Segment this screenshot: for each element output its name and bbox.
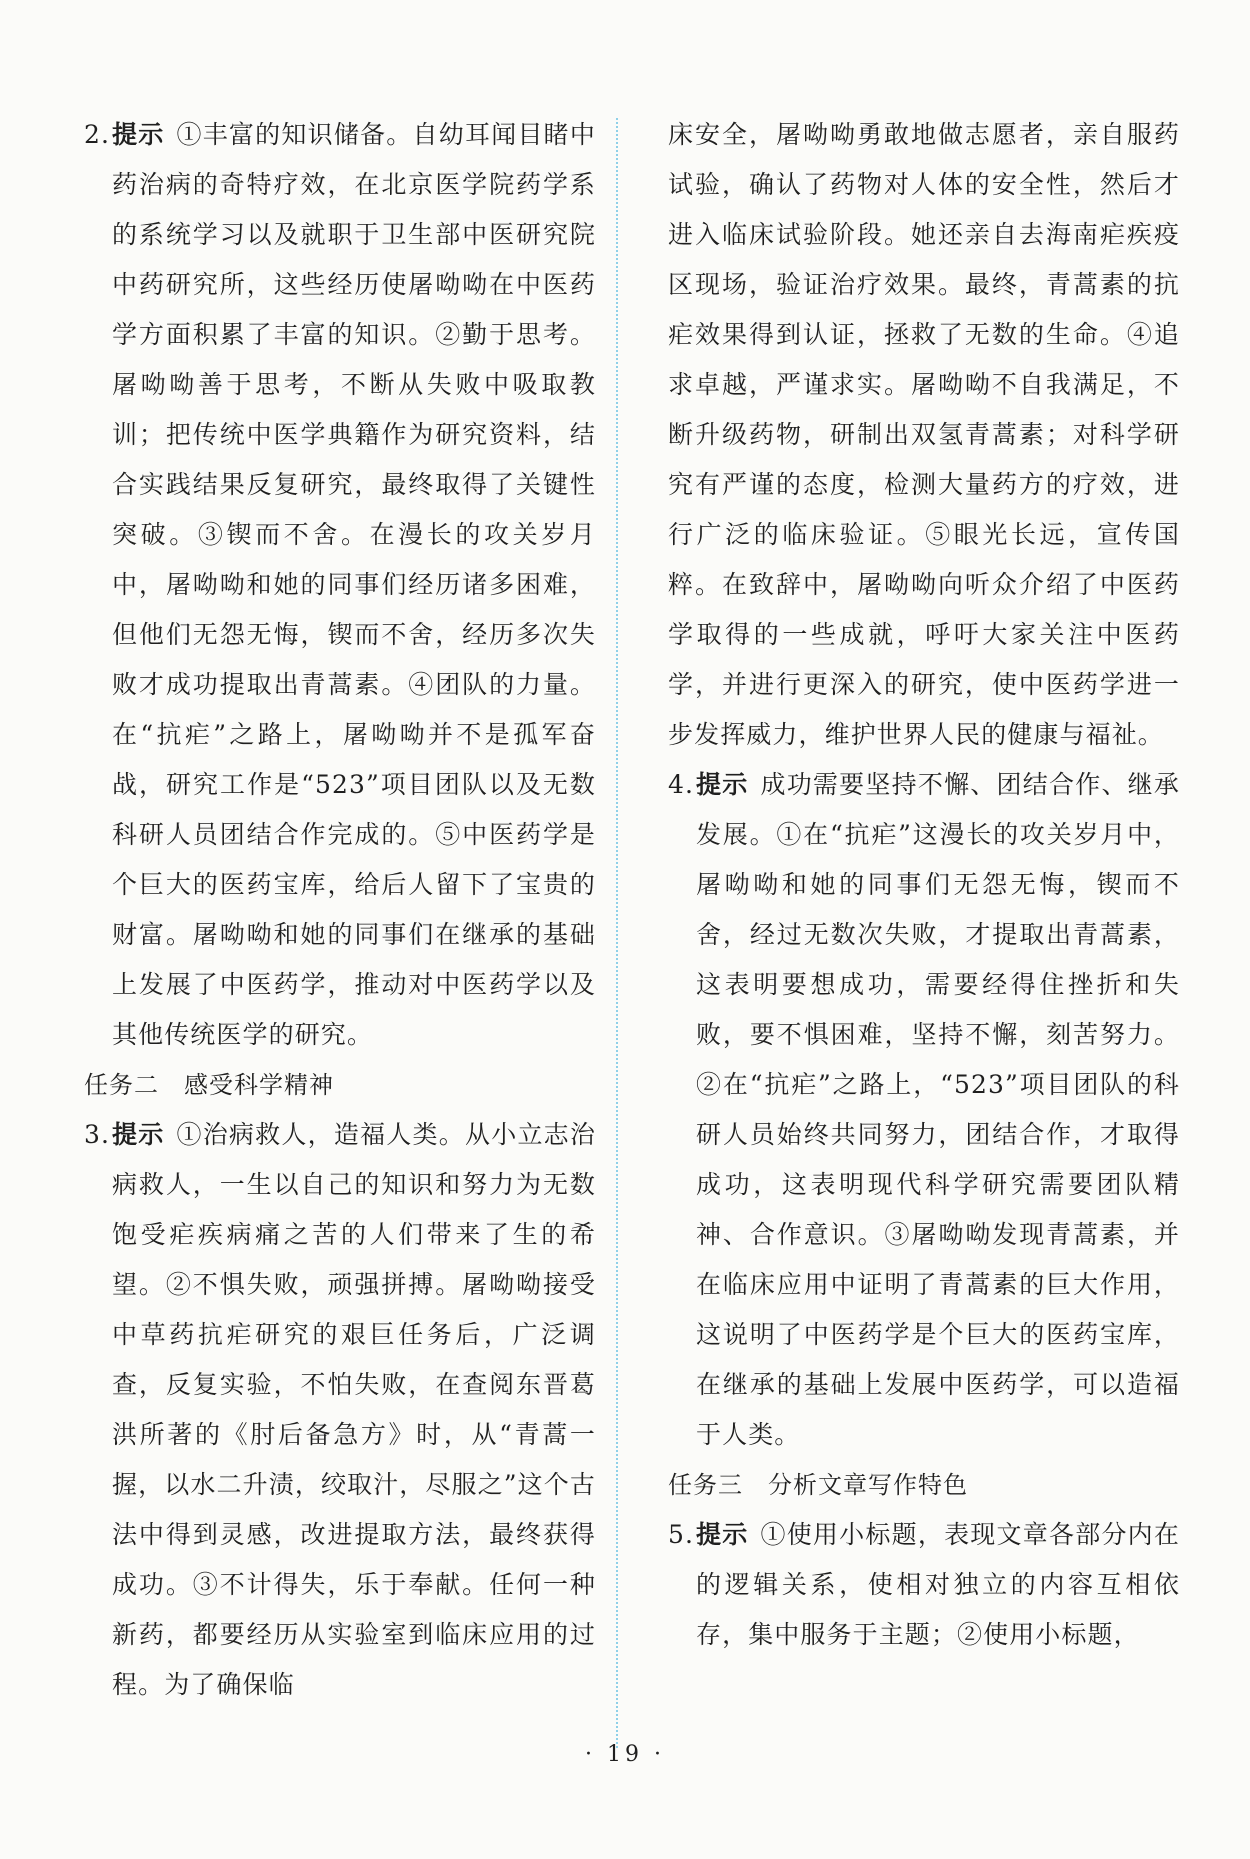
answer-item-3: [84, 1110, 596, 1710]
answer-text: ①使用小标题，表现文章各部分内在的逻辑关系，使相对独立的内容互相依存，集中服务于主题；②使用小标题，: [696, 1520, 1181, 1649]
hint-label: 提示: [112, 120, 165, 149]
item-number: 3.: [84, 1120, 111, 1149]
answer-item-3-continued: 床安全，屠呦呦勇敢地做志愿者，亲自服药试验，确认了药物对人体的安全性，然后才进入临床试验阶段。她还亲自去海南疟疾疫区现场，验证治疗效果。最终，青蒿素的抗疟效果得到认证，拯救了无数的生命。④追求卓越，严谨求实。屠呦呦不自我满足，不断升级药物，研制出双氢青蒿素；对科学研究有严谨的态度，检测大量药方的疗效，进行广泛的临床验证。⑤眼光长远，宣传国粹。在致辞中，屠呦呦向听众介绍了中医药学取得的一些成就，呼吁大家关注中医药学，并进行更深入的研究，使中医药学进一步发挥威力，维护世界人民的健康与福祉。: [668, 120, 1180, 749]
item-number: 5.: [668, 1520, 695, 1549]
left-column: [84, 110, 596, 1710]
column-divider: [616, 118, 618, 1748]
page-number: · 19 ·: [585, 1742, 665, 1767]
answer-item-5: [668, 1510, 1180, 1660]
hint-label: 提示: [696, 770, 749, 799]
answer-item-4: [668, 760, 1180, 1460]
item-number: 4.: [668, 770, 695, 799]
answer-text: 成功需要坚持不懈、团结合作、继承发展。①在“抗疟”这漫长的攻关岁月中，屠呦呦和她的同事们无怨无悔，锲而不舍，经过无数次失败，才提取出青蒿素，这表明要想成功，需要经得住挫折和失败，要不惧困难，坚持不懈，刻苦努力。②在“抗疟”之路上，“523”项目团队的科研人员始终共同努力，团结合作，才取得成功，这表明现代科学研究需要团队精神、合作意识。③屠呦呦发现青蒿素，并在临床应用中证明了青蒿素的巨大作用，这说明了中医药学是个巨大的医药宝库，在继承的基础上发展中医药学，可以造福于人类。: [696, 770, 1181, 1449]
right-column: [668, 110, 1180, 1660]
hint-label: 提示: [112, 1120, 165, 1149]
answer-text: ①治病救人，造福人类。从小立志治病救人，一生以自己的知识和努力为无数饱受疟疾病痛之苦的人们带来了生的希望。②不惧失败，顽强拼搏。屠呦呦接受中草药抗疟研究的艰巨任务后，广泛调查，反复实验，不怕失败，在查阅东晋葛洪所著的《肘后备急方》时，从“青蒿一握，以水二升渍，绞取汁，尽服之”这个古法中得到灵感，改进提取方法，最终获得成功。③不计得失，乐于奉献。任何一种新药，都要经历从实验室到临床应用的过程。为了确保临: [112, 1120, 597, 1699]
section-title-task2: 任务二 感受科学精神: [84, 1071, 334, 1099]
hint-label: 提示: [696, 1520, 749, 1549]
answer-item-2: [84, 110, 596, 1060]
item-number: 2.: [84, 120, 111, 149]
section-title-task3: 任务三 分析文章写作特色: [668, 1471, 968, 1499]
answer-text: ①丰富的知识储备。自幼耳闻目睹中药治病的奇特疗效，在北京医学院药学系的系统学习以及就职于卫生部中医研究院中药研究所，这些经历使屠呦呦在中医药学方面积累了丰富的知识。②勤于思考。屠呦呦善于思考，不断从失败中吸取教训；把传统中医学典籍作为研究资料，结合实践结果反复研究，最终取得了关键性突破。③锲而不舍。在漫长的攻关岁月中，屠呦呦和她的同事们经历诸多困难，但他们无怨无悔，锲而不舍，经历多次失败才成功提取出青蒿素。④团队的力量。在“抗疟”之路上，屠呦呦并不是孤军奋战，研究工作是“523”项目团队以及无数科研人员团结合作完成的。⑤中医药学是个巨大的医药宝库，给后人留下了宝贵的财富。屠呦呦和她的同事们在继承的基础上发展了中医药学，推动对中医药学以及其他传统医学的研究。: [112, 120, 597, 1049]
